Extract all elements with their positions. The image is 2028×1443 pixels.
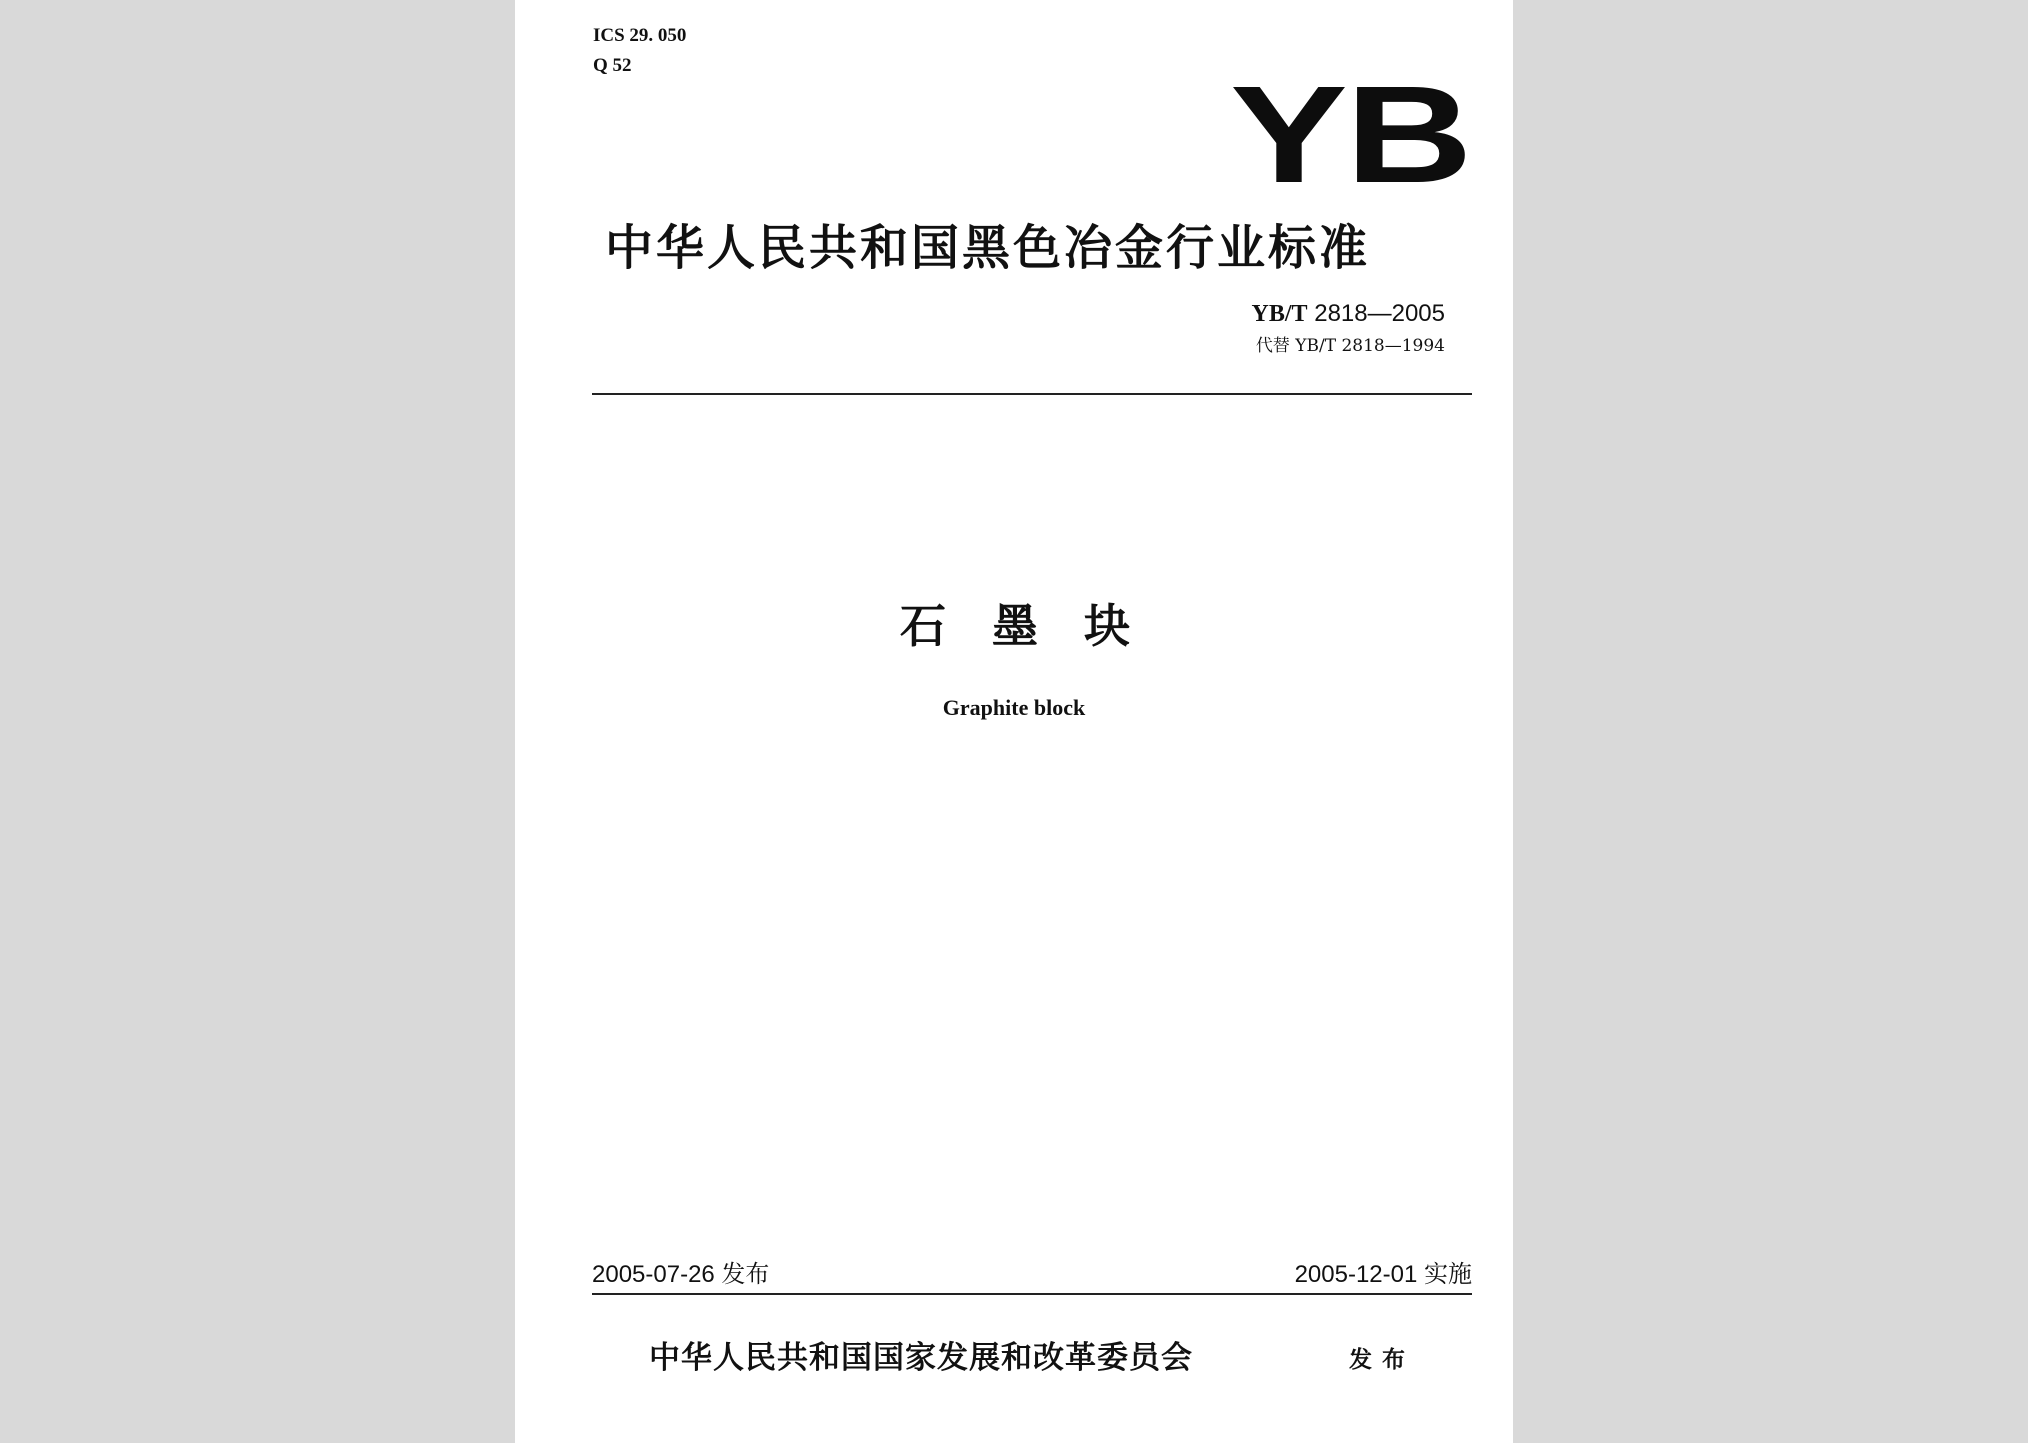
standard-number [1252, 300, 1445, 328]
standard-title: 中华人民共和国黑色冶金行业标准 [605, 220, 1371, 276]
publisher-name: 中华人民共和国国家发展和改革委员会 [649, 1340, 1193, 1376]
document-subtitle: Graphite block [942, 695, 1086, 720]
yb-logo: YB [1230, 58, 1471, 212]
top-divider [592, 393, 1472, 395]
standard-code-prefix: YB/T [1251, 301, 1308, 327]
standard-code-number: 2818—2005 [1314, 300, 1445, 327]
ccs-code: Q 52 [593, 55, 632, 76]
replaces-standard: 代替 YB/T 2818—1994 [1255, 336, 1445, 356]
issue-date: 2005-07-26 发布 [592, 1261, 770, 1288]
implementation-date: 2005-12-01 实施 [1294, 1261, 1472, 1288]
bottom-divider [592, 1293, 1472, 1295]
publish-label: 发布 [1349, 1346, 1415, 1373]
ics-code: ICS 29. 050 [593, 25, 687, 46]
document-page [515, 0, 1513, 1443]
document-title: 石墨块 [900, 599, 1176, 653]
